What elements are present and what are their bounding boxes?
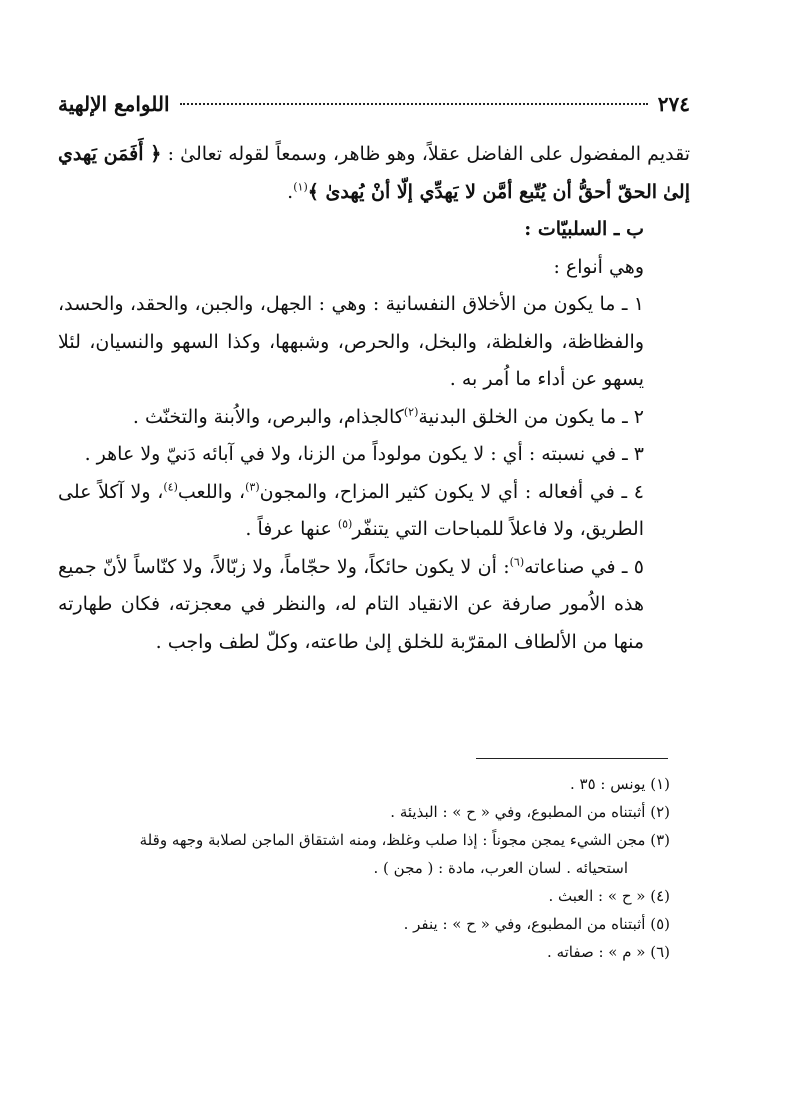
list-item-4 [58, 474, 690, 549]
item2-text-b: كالجذام، والبرص، والاُبنة والتخنّث . [132, 405, 404, 428]
item4-text-c: ، ولا آكلاً على الطريق، ولا فاعلاً للمباحات التي يتنفّر [58, 480, 644, 540]
item4-text-b: ، واللعب [177, 480, 246, 503]
item4-text-d: عنها عرفاً . [245, 518, 338, 540]
footnote-ref-1: (١) [293, 180, 308, 194]
footnote-ref-6: (٦) [509, 555, 525, 569]
running-header [58, 92, 690, 132]
footnote-ref-3: (٣) [245, 480, 260, 494]
footnote-ref-2: (٢) [403, 405, 419, 419]
item5-text-a: ٥ ـ في صناعاته [524, 555, 644, 578]
footnote-4: (٤) « ح » : العبث . [548, 887, 670, 905]
intro-text: تقديم المفضول على الفاضل عقلاً، وهو ظاهر، وسمعاً لقوله تعالىٰ : [161, 143, 690, 165]
running-title: اللوامع الإلهية [58, 92, 170, 116]
footnote-5: (٥) أثبتناه من المطبوع، وفي « ح » : ينفر . [403, 915, 670, 933]
list-item-2 [58, 399, 690, 437]
page-content [58, 92, 690, 661]
quran-quote-2: الحقّ أحقُّ أن يُتّبع أمَّن لا يَهدِّي إلّا أنْ يُهدىٰ ﴾ [307, 180, 658, 203]
footnote-3: (٣) مجن الشيء يمجن مجوناً : إذا صلب وغلظ، ومنه اشتقاق الماجن لصلابة وجهه وقلة [139, 831, 670, 849]
section-heading-b: ب ـ السلبيّات : [524, 218, 644, 240]
footnotes [58, 770, 670, 966]
footnote-2: (٢) أثبتناه من المطبوع، وفي « ح » : البذيئة . [390, 803, 670, 821]
list-item-3: ٣ ـ في نسبته : أي : لا يكون مولوداً من الزنا، ولا في آبائه دَنيّ ولا عاهر . [84, 443, 644, 465]
item2-text-a: ٢ ـ ما يكون من الخلق البدنية [418, 405, 644, 428]
footnote-separator [476, 758, 668, 759]
footnote-ref-4: (٤) [163, 480, 178, 494]
paragraph-intro [58, 136, 690, 211]
footnote-1: (١) يونس : ٣٥ . [569, 775, 670, 793]
list-item-1: ١ ـ ما يكون من الأخلاق النفسانية : وهي : الجهل، والجبن، والحقد، والحسد، والفظاظة، والغلظة، والبخل، والحرص، وشبهها، وكذا السهو والنسيان، لئلا يسهو عن أداء ما اُمر به . [58, 293, 644, 390]
types-intro: وهي أنواع : [553, 255, 644, 278]
list-item-5 [58, 549, 690, 662]
main-text [58, 136, 690, 661]
item5-text-b: : أن لا يكون حائكاً، ولا حجّاماً، ولا زبّالاً، ولا كنّاساً لأنّ جميع هذه الاُمور صارفة عن الانقياد التام له، والنظر في معجزته، فكان طهارته منها من الألطاف المقرّبة للخلق إلىٰ طاعته، وكلّ لطف واجب . [58, 555, 644, 653]
item4-text-a: ٤ ـ في أفعاله : أي لا يكون كثير المزاح، والمجون [259, 480, 645, 503]
footnote-ref-5: (٥) [337, 517, 353, 531]
footnote-3-continued: استحيائه . لسان العرب، مادة : ( مجن ) . [373, 859, 628, 877]
footnote-6: (٦) « م » : صفاته . [547, 943, 670, 961]
quran-quote-1: ﴿ أَفَمَن يَهدي إلىٰ [58, 143, 690, 203]
intro-end: . [287, 180, 294, 203]
page-number: ٢٧٤ [657, 92, 690, 116]
leader-dots [180, 103, 648, 105]
